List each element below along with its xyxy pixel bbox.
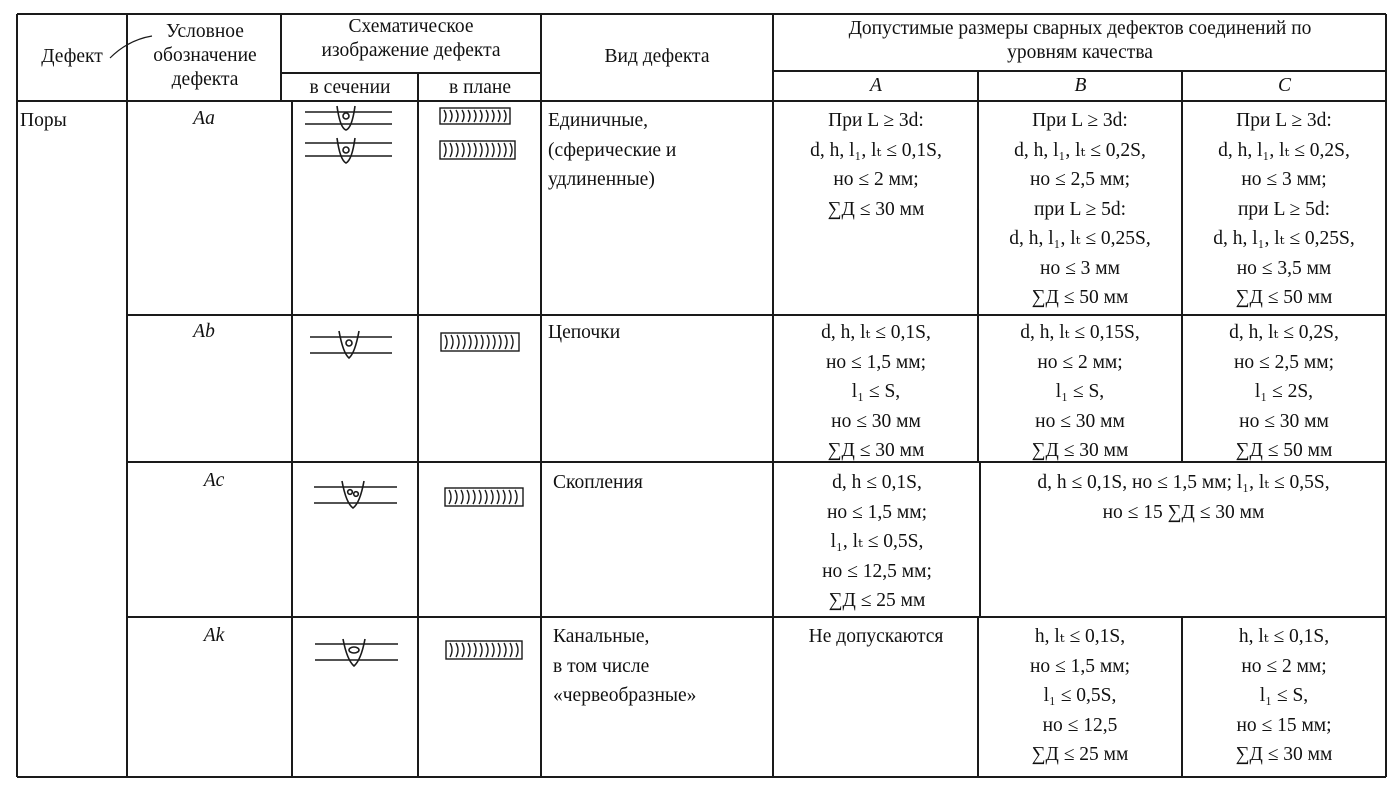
weld-section-icons: [305, 106, 398, 666]
header-in-plan: в плане: [449, 77, 511, 98]
row-ab-code: Ab: [193, 321, 215, 342]
weld-plan-icons: [440, 108, 523, 659]
row-aa-type: Единичные, (сферические и удлиненные): [548, 110, 677, 190]
row-ab-level-b: d, h, lₜ ≤ 0,15S, но ≤ 2 мм; l₁ ≤ S, но ≤ 30 мм ∑Д ≤ 30 мм: [1020, 322, 1140, 461]
header-schematic: Схематическое изображение дефекта: [321, 16, 501, 61]
header-defect: Дефект: [41, 46, 103, 67]
row-ac-code: Ac: [203, 470, 225, 491]
row-ab-type: Цепочки: [548, 322, 621, 343]
row-ak-level-c: h, lₜ ≤ 0,1S, но ≤ 2 мм; l₁ ≤ S, но ≤ 15 мм; ∑Д ≤ 30 мм: [1235, 626, 1333, 765]
row-ak-type: Канальные, в том числе «червеобразные»: [553, 626, 697, 706]
header-level-c: C: [1277, 75, 1291, 96]
row-ac-type: Скопления: [553, 472, 643, 493]
row-aa-level-c: При L ≥ 3d: d, h, l₁, lₜ ≤ 0,2S, но ≤ 3 мм; при L ≥ 5d: d, h, l₁, lₜ ≤ 0,25S, но ≤ 3,5 мм ∑Д ≤ 50 мм: [1213, 110, 1355, 308]
header-designation: Условное обозначение дефекта: [153, 21, 257, 90]
row-ac-level-bc: d, h ≤ 0,1S, но ≤ 1,5 мм; l₁, lₜ ≤ 0,5S, но ≤ 15 ∑Д ≤ 30 мм: [1037, 472, 1330, 523]
header-allowable: Допустимые размеры сварных дефектов соединений по уровням качества: [848, 18, 1312, 63]
row-ac-level-a: d, h ≤ 0,1S, но ≤ 1,5 мм; l₁, lₜ ≤ 0,5S, но ≤ 12,5 мм; ∑Д ≤ 25 мм: [822, 472, 932, 611]
header-level-a: A: [870, 75, 882, 96]
row-aa-code: Aa: [193, 108, 215, 129]
header-level-b: B: [1074, 75, 1087, 96]
row-aa-level-b: При L ≥ 3d: d, h, l₁, lₜ ≤ 0,2S, но ≤ 2,5 мм; при L ≥ 5d: d, h, l₁, lₜ ≤ 0,25S, но ≤ 3 мм ∑Д ≤ 50 мм: [1009, 110, 1151, 308]
row-aa-level-a: При L ≥ 3d: d, h, l₁, lₜ ≤ 0,1S, но ≤ 2 мм; ∑Д ≤ 30 мм: [810, 110, 942, 220]
row-ab-level-a: d, h, lₜ ≤ 0,1S, но ≤ 1,5 мм; l₁ ≤ S, но ≤ 30 мм ∑Д ≤ 30 мм: [821, 322, 931, 461]
header-defect-type: Вид дефекта: [604, 46, 710, 67]
row-ak-level-b: h, lₜ ≤ 0,1S, но ≤ 1,5 мм; l₁ ≤ 0,5S, но ≤ 12,5 ∑Д ≤ 25 мм: [1030, 626, 1130, 765]
group-name: Поры: [20, 110, 67, 131]
row-ab-level-c: d, h, lₜ ≤ 0,2S, но ≤ 2,5 мм; l₁ ≤ 2S, но ≤ 30 мм ∑Д ≤ 50 мм: [1229, 322, 1339, 461]
header-in-section: в сечении: [309, 77, 391, 98]
row-ak-code: Ak: [203, 625, 225, 646]
row-ak-level-a: Не допускаются: [808, 626, 944, 647]
